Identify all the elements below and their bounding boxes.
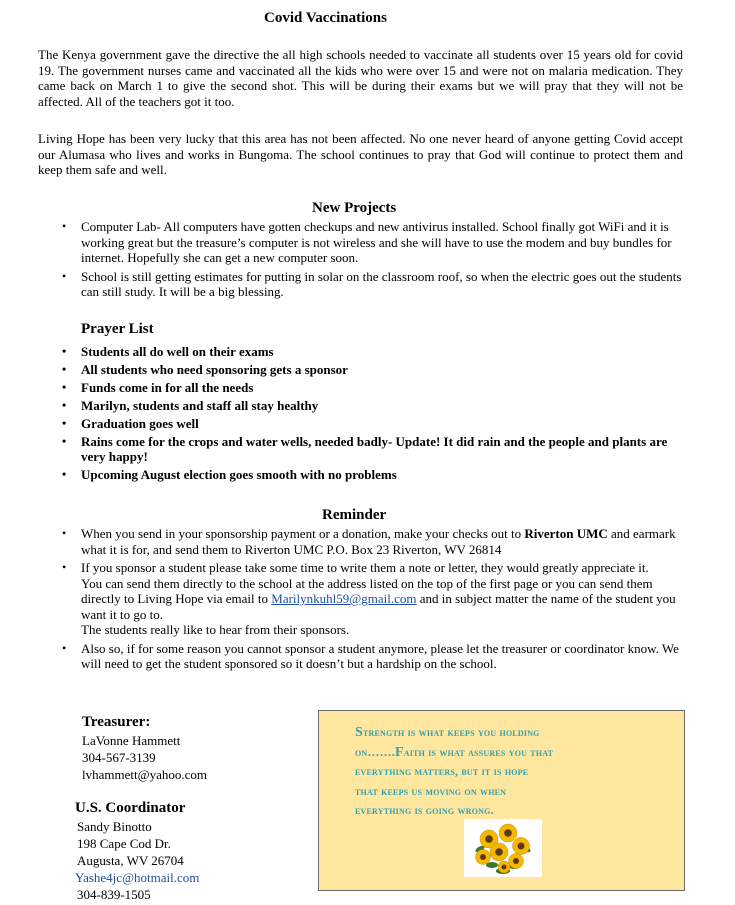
treasurer-label: Treasurer: <box>82 714 151 730</box>
list-item <box>62 526 692 557</box>
quote-line-1: trength is what keeps you holding <box>363 725 540 739</box>
treasurer-block <box>82 713 207 783</box>
quote-text <box>355 723 660 821</box>
reminder-1-text-b: and earmark what it is for, and send them to Riverton UMC P.O. Box 23 Riverton, WV 26814 <box>81 526 676 557</box>
treasurer-email: lvhammett@yahoo.com <box>82 767 207 782</box>
projects-title: New Projects <box>312 200 397 216</box>
list-item: • Marilyn, students and staff all stay healthy <box>62 398 692 413</box>
quote-line-2: aith is what assures you that <box>403 744 554 759</box>
coordinator-block <box>75 799 199 903</box>
quote-drop-cap-s: S <box>355 725 363 740</box>
prayer-title: Prayer List <box>81 321 154 337</box>
reminder-2-text-a: If you sponsor a student please take some time to write them a note or letter, they would greatly appreciate it. <box>81 560 649 575</box>
coordinator-address-2: Augusta, WV 26704 <box>77 853 184 868</box>
list-item: • Funds come in for all the needs <box>62 380 692 395</box>
list-item: • Computer Lab- All computers have gotten checkups and new antivirus installed. School finally got WiFi and it is working great but the treasure’s computer is not wireless and she will have to use the modem and buy bundles for internet. Hopefully she can get a new computer soon. <box>62 219 692 266</box>
treasurer-phone: 304-567-3139 <box>82 750 156 765</box>
list-item: • Also so, if for some reason you cannot sponsor a student anymore, please let the treasurer or coordinator know. We will need to get the student sponsored so it doesn’t but a hardship on the school. <box>62 641 692 672</box>
list-item: • Rains come for the crops and water wells, needed badly- Update! It did rain and the people and plants are very happy! <box>62 434 692 464</box>
list-item: • All students who need sponsoring gets a sponsor <box>62 362 692 377</box>
quote-line-2a: on……. <box>355 744 395 759</box>
list-item: • Students all do well on their exams <box>62 344 692 359</box>
coordinator-address-1: 198 Cape Cod Dr. <box>77 836 171 851</box>
sunflower-bouquet-icon <box>464 819 542 877</box>
reminder-list <box>62 526 692 675</box>
quote-line-4: that keeps us moving on when <box>355 783 507 798</box>
quote-line-3: everything matters, but it is hope <box>355 764 529 778</box>
reminder-1-text-a: When you send in your sponsorship payment or a donation, make your checks out to <box>81 526 525 541</box>
reminder-2-text-d: The students really like to hear from their sponsors. <box>81 622 350 637</box>
riverton-umc-label: Riverton UMC <box>524 526 608 541</box>
reminder-2-text-b: You can send them directly to the school at the address listed on the top of the first page or you can send them directly to Living Hope via email to <box>81 575 653 606</box>
prayer-list <box>62 344 692 485</box>
coordinator-name: Sandy Binotto <box>77 819 152 834</box>
covid-paragraph-2: Living Hope has been very lucky that this area has not been affected. No one never heard of anyone getting Covid accept our Alumasa who lives and works in Bungoma. The school continues to pray that God will continue to protect them and keep them safe and well. <box>38 131 683 177</box>
reminder-2-text-c: and in subject matter the name of the student you want it to go to. <box>81 591 676 622</box>
coordinator-phone: 304-839-1505 <box>77 887 151 902</box>
reminder-title: Reminder <box>322 507 387 523</box>
quote-drop-cap-f: F <box>395 744 404 760</box>
email-link-marilyn[interactable]: Marilynkuhl59@gmail.com <box>271 591 417 606</box>
covid-paragraph-1: The Kenya government gave the directive the all high schools needed to vaccinate all students over 15 years old for covid 19. The government nurses came and vaccinated all the kids who were over 15 and were not on malaria medication. They came back on March 1 to give the second shot. This will be during their exams but we will pray that they will not be affected. All of the teachers got it too. <box>38 47 683 109</box>
coordinator-label: U.S. Coordinator <box>75 800 186 816</box>
list-item <box>62 560 692 638</box>
covid-title: Covid Vaccinations <box>264 10 387 26</box>
coordinator-email[interactable]: Yashe4jc@hotmail.com <box>75 870 200 885</box>
quote-box <box>318 710 685 891</box>
list-item: • Graduation goes well <box>62 416 692 431</box>
list-item: • Upcoming August election goes smooth with no problems <box>62 467 692 482</box>
projects-list <box>62 219 692 303</box>
quote-line-5: everything is going wrong. <box>355 803 494 817</box>
list-item: • School is still getting estimates for putting in solar on the classroom roof, so when the electric goes out the students can still study. It will be a big blessing. <box>62 269 692 300</box>
treasurer-name: LaVonne Hammett <box>82 733 181 748</box>
